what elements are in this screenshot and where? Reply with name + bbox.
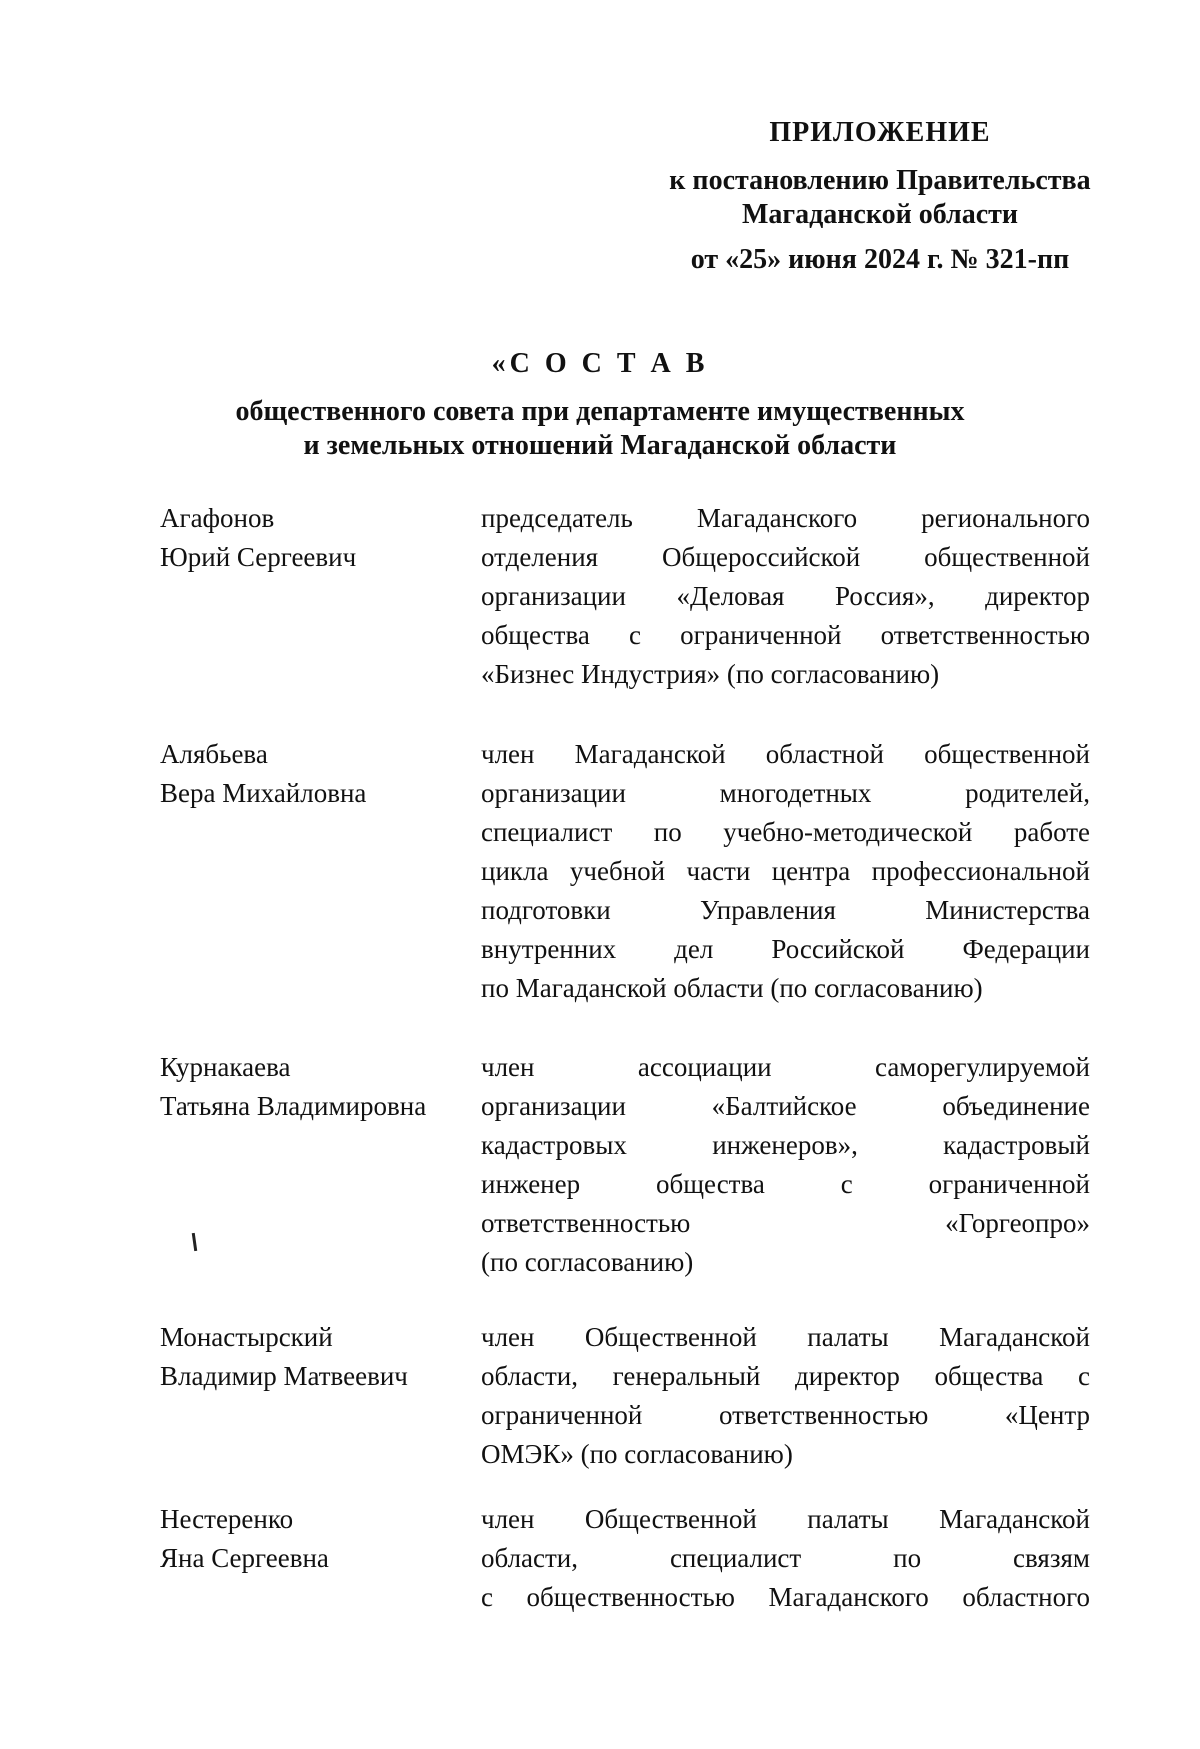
appendix-title: ПРИЛОЖЕНИЕ [769, 117, 991, 148]
member-given-name: Яна Сергеевна [160, 1543, 329, 1573]
member-given-name: Юрий Сергеевич [160, 542, 357, 572]
document-subheading-1: общественного совета при департаменте имущественных [235, 396, 965, 427]
member-surname: Агафонов [160, 503, 275, 533]
description-line: внутренних дел Российской Федерации [481, 934, 1090, 964]
member-name [160, 735, 460, 813]
member-surname: Монастырский [160, 1322, 333, 1352]
description-line: цикла учебной части центра профессиональной [481, 856, 1090, 886]
member-surname: Курнакаева [160, 1052, 291, 1082]
description-line: по Магаданской области (по согласованию) [481, 973, 983, 1003]
member-surname: Алябьева [160, 739, 268, 769]
description-line: инженер общества с ограниченной [481, 1169, 1090, 1199]
scan-mark [192, 1233, 197, 1251]
member-given-name: Вера Михайловна [160, 778, 367, 808]
description-line: член Общественной палаты Магаданской [481, 1504, 1090, 1534]
document-subheading-2: и земельных отношений Магаданской области [303, 430, 897, 461]
member-description [481, 499, 1090, 694]
description-line: член ассоциации саморегулируемой [481, 1052, 1090, 1082]
description-line: организации «Деловая Россия», директор [481, 581, 1090, 611]
description-line: отделения Общероссийской общественной [481, 542, 1090, 572]
member-description [481, 1048, 1090, 1282]
description-line: ОМЭК» (по согласованию) [481, 1439, 793, 1469]
appendix-line-1: к постановлению Правительства [669, 165, 1091, 196]
member-description [481, 735, 1090, 1008]
member-name [160, 1048, 460, 1126]
description-line: организации многодетных родителей, [481, 778, 1090, 808]
member-name [160, 1318, 460, 1396]
description-line: член Общественной палаты Магаданской [481, 1322, 1090, 1352]
description-line: председатель Магаданского регионального [481, 503, 1090, 533]
description-line: член Магаданской областной общественной [481, 739, 1090, 769]
description-line: «Бизнес Индустрия» (по согласованию) [481, 659, 940, 689]
member-surname: Нестеренко [160, 1504, 294, 1534]
member-description [481, 1318, 1090, 1474]
document-heading: «С О С Т А В [491, 348, 709, 379]
description-line: кадастровых инженеров», кадастровый [481, 1130, 1090, 1160]
description-line: области, специалист по связям [481, 1543, 1090, 1573]
member-name [160, 1500, 460, 1578]
description-line: области, генеральный директор общества с [481, 1361, 1090, 1391]
appendix-line-3: от «25» июня 2024 г. № 321-пп [690, 244, 1070, 275]
description-line: с общественностью Магаданского областного [481, 1582, 1090, 1612]
appendix-line-2: Магаданской области [741, 199, 1019, 230]
description-line: общества с ограниченной ответственностью [481, 620, 1090, 650]
description-line: организации «Балтийское объединение [481, 1091, 1090, 1121]
member-name [160, 499, 460, 577]
member-given-name: Татьяна Владимировна [160, 1091, 427, 1121]
description-line: специалист по учебно-методической работе [481, 817, 1090, 847]
member-given-name: Владимир Матвеевич [160, 1361, 408, 1391]
description-line: (по согласованию) [481, 1247, 694, 1277]
description-line: ограниченной ответственностью «Центр [481, 1400, 1090, 1430]
description-line: подготовки Управления Министерства [481, 895, 1090, 925]
member-description [481, 1500, 1090, 1617]
description-line: ответственностью «Горгеопро» [481, 1208, 1090, 1238]
